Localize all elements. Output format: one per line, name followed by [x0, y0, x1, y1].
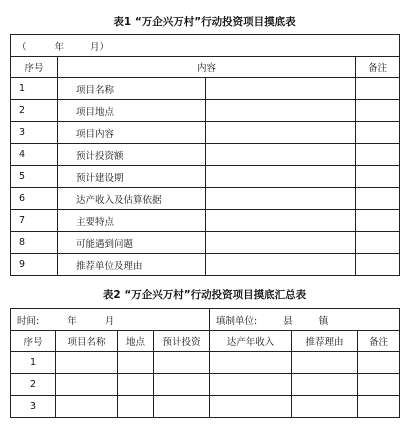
- table-row: [11, 254, 400, 276]
- table2-header-row: [11, 331, 400, 352]
- table-row: [11, 352, 400, 374]
- header-location: 地点: [118, 331, 154, 352]
- row-value[interactable]: [206, 100, 356, 122]
- time-month-label: 月: [104, 315, 115, 327]
- unit-county-label: 县: [283, 315, 293, 327]
- project-survey-table: [10, 34, 400, 276]
- table-row: [11, 100, 400, 122]
- row-note[interactable]: [356, 166, 400, 188]
- cell-recommend-reason[interactable]: [292, 352, 358, 374]
- row-note[interactable]: [356, 232, 400, 254]
- row-seq: 8: [11, 232, 58, 254]
- table-row: [11, 396, 400, 418]
- period-open: （: [17, 41, 27, 53]
- row-seq: 6: [11, 188, 58, 210]
- header-content: 内容: [58, 57, 356, 78]
- table1-header-row: [11, 57, 400, 78]
- cell-recommend-reason[interactable]: [292, 374, 358, 396]
- header-note: 备注: [358, 331, 400, 352]
- row-note[interactable]: [356, 144, 400, 166]
- row-note[interactable]: [356, 210, 400, 232]
- row-seq: 9: [11, 254, 58, 276]
- cell-note[interactable]: [358, 352, 400, 374]
- row-content: 预计建设期: [58, 166, 206, 188]
- row-content: 推荐单位及理由: [58, 254, 206, 276]
- header-seq: 序号: [11, 57, 58, 78]
- cell-note[interactable]: [358, 396, 400, 418]
- row-seq: 3: [11, 122, 58, 144]
- table-row: [11, 210, 400, 232]
- row-content: 项目地点: [58, 100, 206, 122]
- cell-annual-revenue[interactable]: [210, 374, 292, 396]
- row-seq: 4: [11, 144, 58, 166]
- row-value[interactable]: [206, 144, 356, 166]
- unit-cell: [210, 309, 400, 331]
- cell-project-name[interactable]: [56, 396, 118, 418]
- cell-project-name[interactable]: [56, 352, 118, 374]
- table-row: [11, 144, 400, 166]
- table-row: [11, 188, 400, 210]
- cell-location[interactable]: [118, 396, 154, 418]
- cell-est-investment[interactable]: [154, 374, 210, 396]
- table2-title: 表2 “万企兴万村”行动投资项目摸底汇总表: [102, 289, 307, 301]
- row-seq: 1: [11, 352, 56, 374]
- unit-town-label: 镇: [318, 315, 329, 327]
- table-row: [11, 232, 400, 254]
- row-note[interactable]: [356, 122, 400, 144]
- row-value[interactable]: [206, 78, 356, 100]
- header-note: 备注: [356, 57, 400, 78]
- table-row: [11, 122, 400, 144]
- project-summary-table: [10, 308, 400, 418]
- row-value[interactable]: [206, 166, 356, 188]
- row-value[interactable]: [206, 122, 356, 144]
- header-est-investment: 预计投资: [154, 331, 210, 352]
- row-content: 项目名称: [58, 78, 206, 100]
- period-month-label: 月）: [90, 41, 110, 53]
- unit-label: 填制单位:: [216, 315, 258, 327]
- row-seq: 3: [11, 396, 56, 418]
- table-row: [11, 374, 400, 396]
- cell-est-investment[interactable]: [154, 352, 210, 374]
- row-value[interactable]: [206, 210, 356, 232]
- period-cell: [11, 35, 400, 57]
- time-year-label: 年: [67, 315, 77, 327]
- row-note[interactable]: [356, 100, 400, 122]
- cell-note[interactable]: [358, 374, 400, 396]
- row-content: 主要特点: [58, 210, 206, 232]
- header-annual-revenue: 达产年收入: [210, 331, 292, 352]
- cell-location[interactable]: [118, 352, 154, 374]
- cell-location[interactable]: [118, 374, 154, 396]
- row-note[interactable]: [356, 188, 400, 210]
- table-row: [11, 78, 400, 100]
- row-seq: 1: [11, 78, 58, 100]
- cell-annual-revenue[interactable]: [210, 352, 292, 374]
- header-seq: 序号: [11, 331, 56, 352]
- time-label: 时间:: [17, 315, 40, 327]
- row-seq: 5: [11, 166, 58, 188]
- cell-est-investment[interactable]: [154, 396, 210, 418]
- row-value[interactable]: [206, 232, 356, 254]
- table2-meta-row: [11, 309, 400, 331]
- row-content: 可能遇到问题: [58, 232, 206, 254]
- row-value[interactable]: [206, 254, 356, 276]
- header-recommend-reason: 推荐理由: [292, 331, 358, 352]
- row-seq: 2: [11, 100, 58, 122]
- row-seq: 2: [11, 374, 56, 396]
- cell-recommend-reason[interactable]: [292, 396, 358, 418]
- row-note[interactable]: [356, 254, 400, 276]
- cell-project-name[interactable]: [56, 374, 118, 396]
- row-content: 达产收入及估算依据: [58, 188, 206, 210]
- row-content: 预计投资额: [58, 144, 206, 166]
- table-row: [11, 166, 400, 188]
- row-content: 项目内容: [58, 122, 206, 144]
- row-seq: 7: [11, 210, 58, 232]
- header-project-name: 项目名称: [56, 331, 118, 352]
- row-value[interactable]: [206, 188, 356, 210]
- cell-annual-revenue[interactable]: [210, 396, 292, 418]
- time-cell: [11, 309, 210, 331]
- period-year-label: 年: [54, 41, 65, 53]
- table1-title: 表1 “万企兴万村”行动投资项目摸底表: [113, 16, 296, 28]
- row-note[interactable]: [356, 78, 400, 100]
